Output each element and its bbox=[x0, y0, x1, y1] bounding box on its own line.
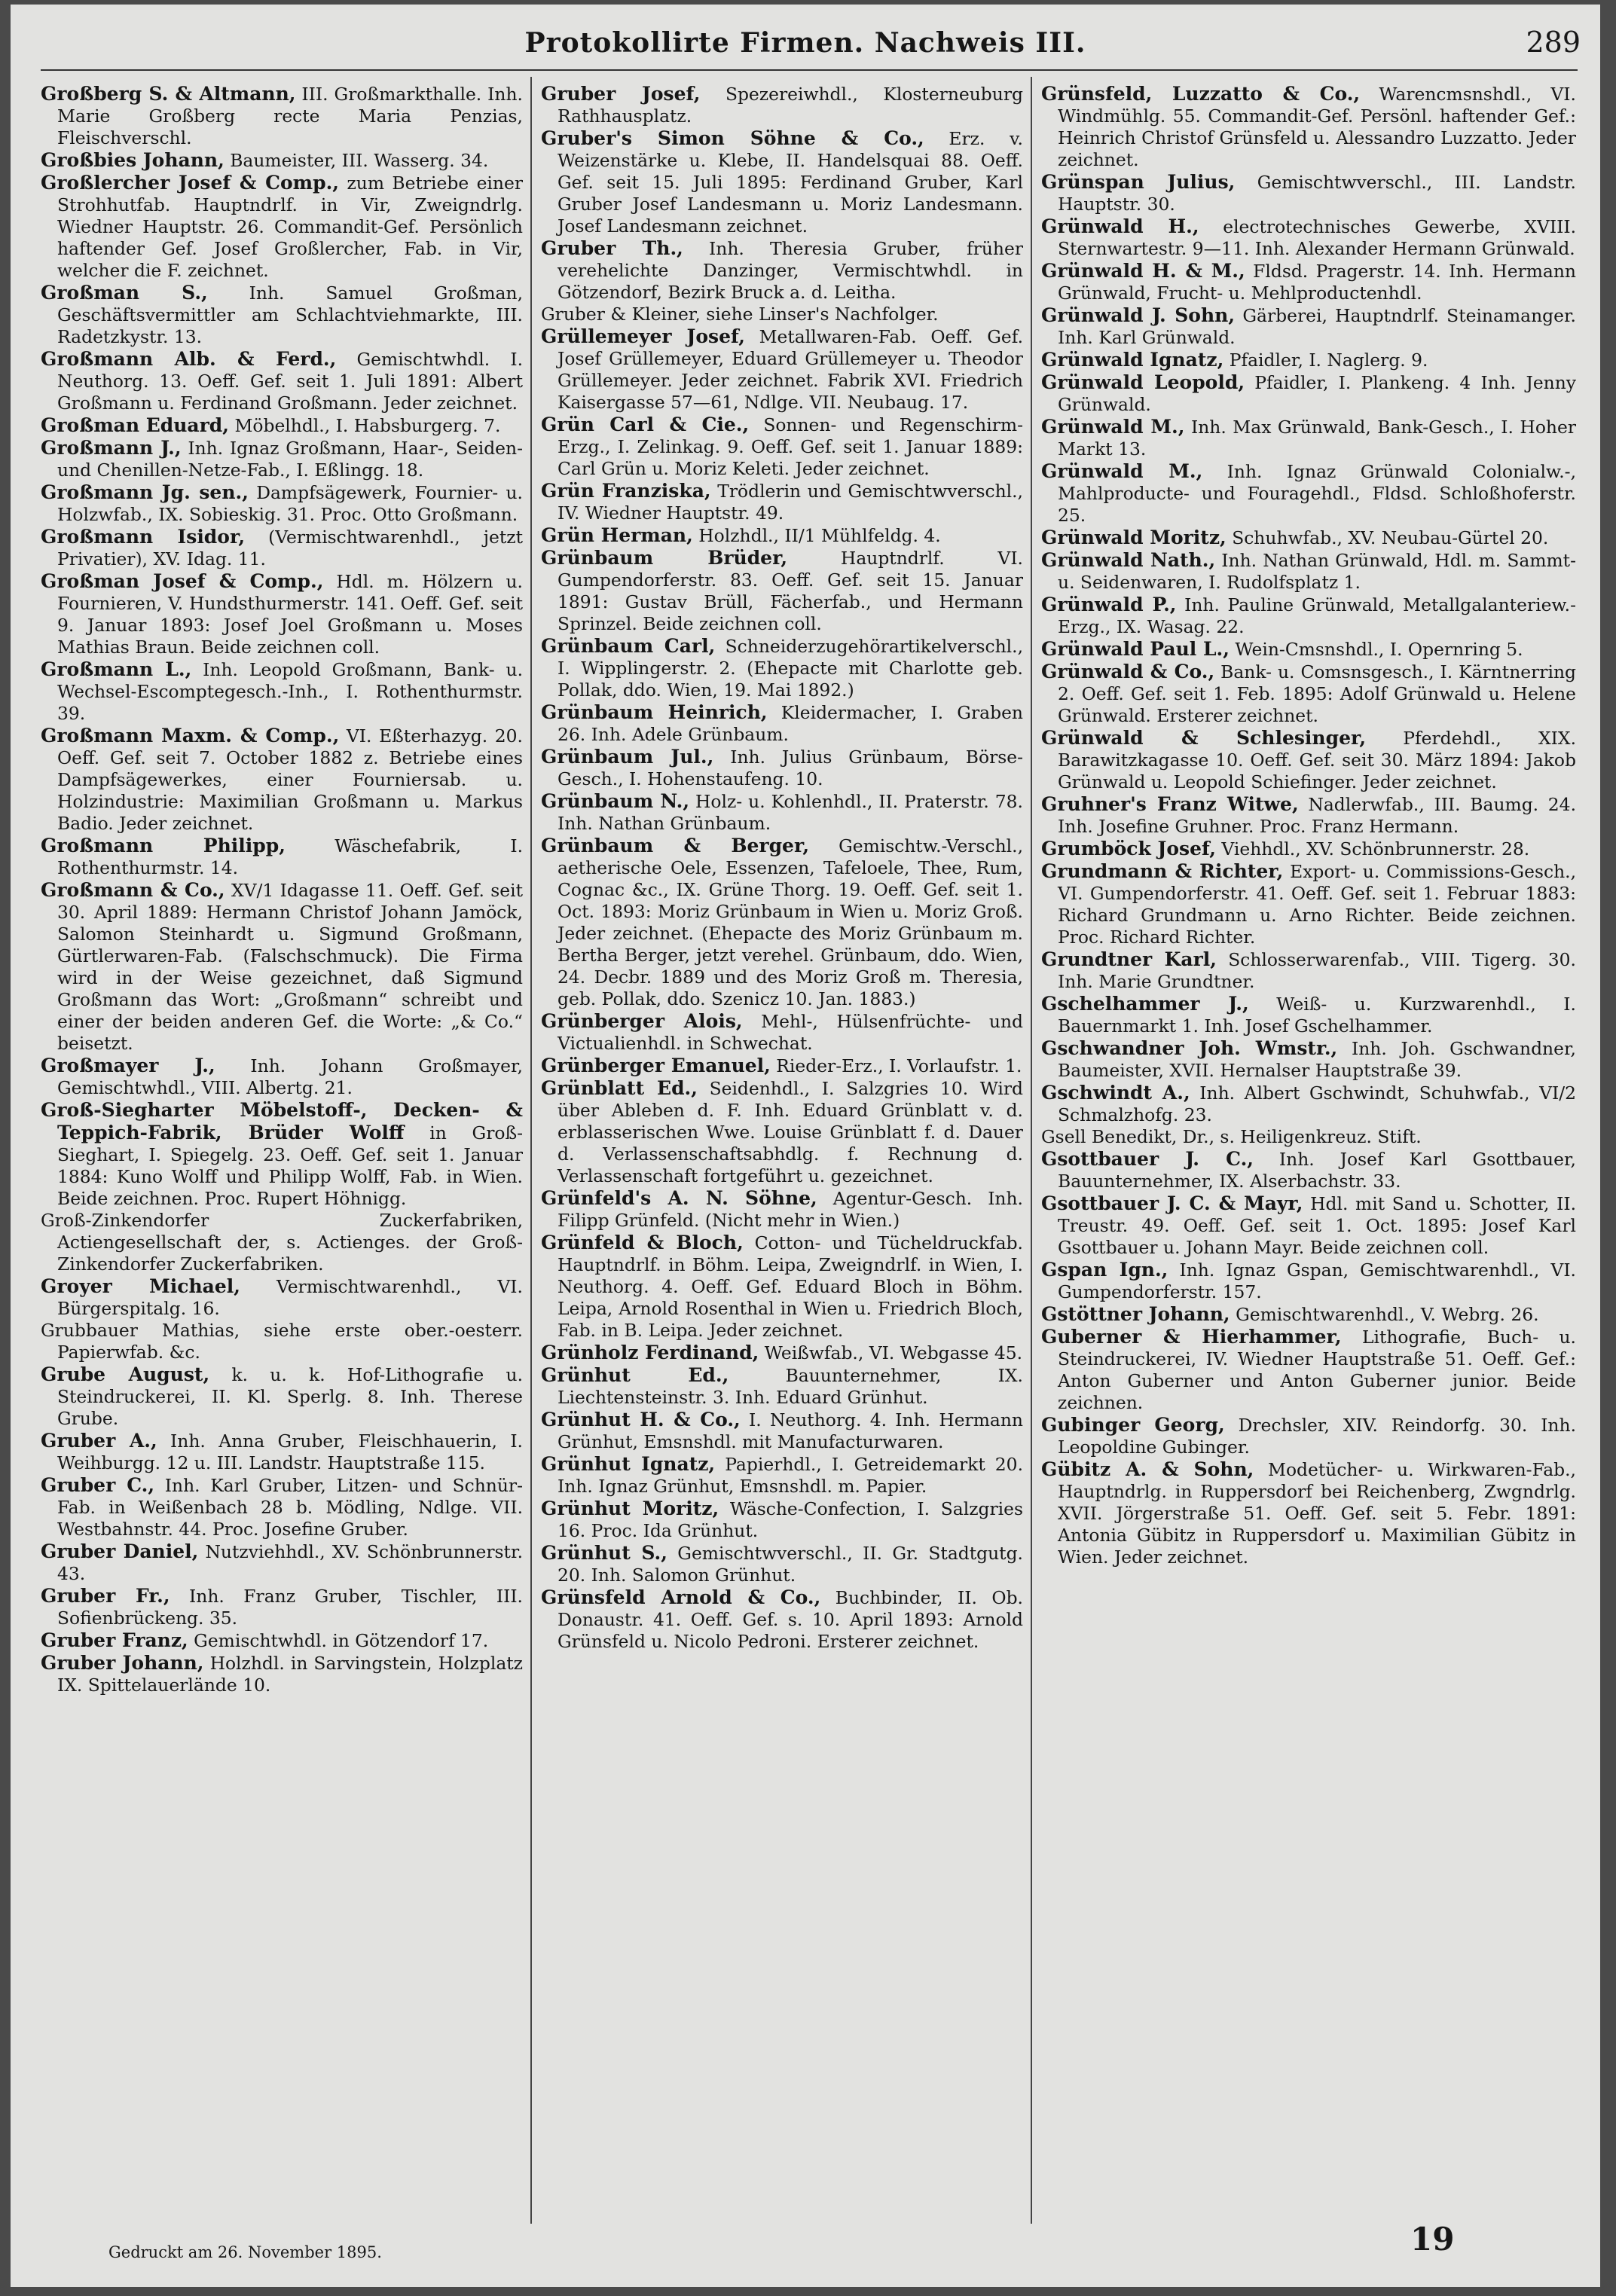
firm-entry bbox=[1041, 416, 1576, 460]
entry-text: Inh. Karl Gruber, Litzen- und Schnür-Fab. in Weißenbach 28 b. Mödling, Ndlge. VII. Westbahnstr. 44. Proc. Josefine Gruber. bbox=[57, 1475, 523, 1540]
entry-text: Inh. Albert Gschwindt, Schuhwfab., VI/2 Schmalzhofg. 23. bbox=[1058, 1082, 1576, 1125]
firm-name: Grünwald P., bbox=[1041, 594, 1177, 615]
entry-text: Modetücher- u. Wirkwaren-Fab., Hauptndrlg. in Ruppersdorf bei Reichenberg, Zwgndrlg. XVII. Jörgerstraße 51. Oeff. Gef. seit 5. Febr. 1891: Antonia Gübitz in Ruppersdorf u. Maximilian Gübitz in Wien. Jeder zeichnet. bbox=[1058, 1459, 1576, 1568]
firm-entry bbox=[541, 1453, 1023, 1498]
firm-entry bbox=[541, 746, 1023, 790]
firm-name: Gsottbauer J. C. & Mayr, bbox=[1041, 1192, 1303, 1214]
firm-name: Grünhut Ignatz, bbox=[541, 1453, 716, 1475]
firm-entry bbox=[41, 1540, 523, 1585]
entry-text: Schlosserwarenfab., VIII. Tigerg. 30. Inh. Marie Grundtner. bbox=[1058, 949, 1576, 992]
firm-entry bbox=[541, 325, 1023, 414]
firm-entry bbox=[41, 526, 523, 570]
page-header bbox=[11, 5, 1600, 71]
entry-text: Inh. Theresia Gruber, früher verehelichte Danzinger, Vermischtwhdl. in Götzendorf, Bezirk Bruck a. d. Leitha. bbox=[558, 238, 1023, 303]
firm-entry bbox=[1041, 1326, 1576, 1414]
firm-entry bbox=[541, 1187, 1023, 1232]
entry-text: Spezereiwhdl., Klosterneuburg Rathhausplatz. bbox=[558, 84, 1023, 127]
entry-text: Baumeister, III. Wasserg. 34. bbox=[230, 150, 489, 171]
entry-text: Lithografie, Buch- u. Steindruckerei, IV. Wiedner Hauptstraße 51. Oeff. Gef.: Anton Guberner und Anton Guberner junior. Beide zeichnen. bbox=[1058, 1327, 1576, 1413]
firm-entry bbox=[1041, 860, 1576, 948]
entry-text: Inh. Ignaz Grünwald Colonialw.-, Mahlproducte- und Fouragehdl., Fldsd. Schloßhoferstr. 25. bbox=[1058, 461, 1576, 526]
firm-name: Gruber A., bbox=[41, 1430, 157, 1452]
firm-name: Gschelhammer J., bbox=[1041, 993, 1249, 1015]
entry-text: Hauptndrlf. VI. Gumpendorferstr. 83. Oeff. Gef. seit 15. Januar 1891: Gustav Brüll, Fächerfab., und Hermann Sprinzel. Beide zeichnen coll. bbox=[558, 548, 1023, 634]
firm-entry bbox=[1041, 1126, 1576, 1148]
firm-name: Großmann Maxm. & Comp., bbox=[41, 725, 340, 747]
entry-text: Inh. Samuel Großman, Geschäftsvermittler am Schlachtviehmarkte, III. Radetzkystr. 13. bbox=[57, 282, 523, 347]
firm-entry bbox=[541, 237, 1023, 304]
entry-text: I. Neuthorg. 4. Inh. Hermann Grünhut, Emsnshdl. mit Manufacturwaren. bbox=[558, 1409, 1023, 1452]
entry-text: Agentur-Gesch. Inh. Filipp Grünfeld. (Nicht mehr in Wien.) bbox=[558, 1188, 1023, 1231]
firm-name: Grünhut H. & Co., bbox=[541, 1409, 741, 1430]
firm-name: Gruhner's Franz Witwe, bbox=[1041, 793, 1299, 815]
firm-name: Grünspan Julius, bbox=[1041, 171, 1236, 193]
entry-text: Inh. Julius Grünbaum, Börse-Gesch., I. Hohenstaufeng. 10. bbox=[558, 747, 1023, 789]
firm-entry bbox=[41, 1210, 523, 1275]
firm-name: Grün Herman, bbox=[541, 524, 693, 546]
firm-name: Grünfeld's A. N. Söhne, bbox=[541, 1187, 817, 1209]
entry-text: k. u. k. Hof-Lithografie u. Steindruckerei, II. Kl. Sperlg. 8. Inh. Therese Grube. bbox=[57, 1364, 523, 1429]
header-rule bbox=[41, 69, 1578, 71]
directory-page bbox=[11, 5, 1600, 2287]
entry-text: Drechsler, XIV. Reindorfg. 30. Inh. Leopoldine Gubinger. bbox=[1058, 1415, 1576, 1458]
firm-entry bbox=[41, 1363, 523, 1430]
entry-text: Wäsche-Confection, I. Salzgries 16. Proc. Ida Grünhut. bbox=[558, 1498, 1023, 1541]
firm-entry bbox=[41, 1474, 523, 1540]
firm-entry bbox=[1041, 661, 1576, 727]
firm-entry bbox=[41, 83, 523, 149]
entry-text: Gärberei, Hauptndrlf. Steinamanger. Inh. Karl Grünwald. bbox=[1058, 305, 1576, 348]
firm-name: Gruber Th., bbox=[541, 237, 683, 259]
firm-name: Groß-Siegharter Möbelstoff-, Decken- & Teppich-Fabrik, Brüder Wolff bbox=[41, 1099, 523, 1143]
entry-text: Weiß- u. Kurzwarenhdl., I. Bauernmarkt 1. Inh. Josef Gschelhammer. bbox=[1058, 994, 1576, 1037]
firm-entry bbox=[1041, 1414, 1576, 1458]
firm-entry bbox=[1041, 594, 1576, 638]
firm-entry bbox=[541, 414, 1023, 480]
entry-text: Nutzviehhdl., XV. Schönbrunnerstr. 43. bbox=[57, 1541, 523, 1584]
entry-text: Kleidermacher, I. Graben 26. Inh. Adele Grünbaum. bbox=[558, 702, 1023, 745]
entry-text: Möbelhdl., I. Habsburgerg. 7. bbox=[234, 415, 501, 436]
firm-name: Großman S., bbox=[41, 282, 208, 304]
entry-text: Groß-Zinkendorfer Zuckerfabriken, Actiengesellschaft der, s. Actienges. der Groß-Zinkendorfer Zuckerfabriken. bbox=[41, 1210, 523, 1275]
entry-text: Schuhwfab., XV. Neubau-Gürtel 20. bbox=[1232, 527, 1549, 548]
entry-text: Nadlerwfab., III. Baumg. 24. Inh. Josefine Gruhner. Proc. Franz Hermann. bbox=[1058, 794, 1576, 837]
entry-text: Mehl-, Hülsenfrüchte- und Victualienhdl. in Schwechat. bbox=[558, 1011, 1023, 1054]
firm-entry bbox=[1041, 83, 1576, 171]
firm-entry bbox=[41, 437, 523, 481]
firm-name: Grünbaum Heinrich, bbox=[541, 701, 768, 723]
firm-name: Gubinger Georg, bbox=[1041, 1414, 1225, 1436]
entry-text: Pfaidler, I. Plankeng. 4 Inh. Jenny Grünwald. bbox=[1058, 372, 1576, 415]
entry-text: Sonnen- und Regenschirm-Erzg., I. Zelinkag. 9. Oeff. Gef. seit 1. Januar 1889: Carl Grün u. Moriz Keleti. Jeder zeichnet. bbox=[558, 414, 1023, 479]
firm-entry bbox=[541, 83, 1023, 127]
firm-name: Gsottbauer J. C., bbox=[1041, 1148, 1254, 1170]
entry-text: Inh. Joh. Gschwandner, Baumeister, XVII. Hernalser Hauptstraße 39. bbox=[1058, 1038, 1576, 1081]
firm-name: Großmann Isidor, bbox=[41, 526, 246, 548]
firm-entry bbox=[1041, 1148, 1576, 1192]
firm-entry bbox=[541, 835, 1023, 1010]
firm-entry bbox=[1041, 527, 1576, 549]
firm-name: Grünberger Alois, bbox=[541, 1010, 743, 1032]
entry-text: Inh. Ignaz Großmann, Haar-, Seiden- und Chenillen-Netze-Fab., I. Eßlingg. 18. bbox=[57, 438, 523, 481]
firm-entry bbox=[1041, 304, 1576, 349]
firm-name: Gschwandner Joh. Wmstr., bbox=[1041, 1037, 1338, 1059]
firm-name: Grünsfeld Arnold & Co., bbox=[541, 1586, 821, 1608]
entry-text: Export- u. Commissions-Gesch., VI. Gumpendorferstr. 41. Oeff. Gef. seit 1. Februar 1883: Richard Grundmann u. Arno Richter. Beide zeichnen. Proc. Richard Richter. bbox=[1058, 861, 1576, 948]
firm-name: Grün Carl & Cie., bbox=[541, 414, 750, 435]
firm-name: Grünbaum & Berger, bbox=[541, 835, 810, 856]
firm-name: Grünholz Ferdinand, bbox=[541, 1342, 759, 1363]
firm-name: Grube August, bbox=[41, 1363, 210, 1385]
firm-name: Grünbaum N., bbox=[541, 790, 690, 812]
firm-entry bbox=[1041, 171, 1576, 215]
firm-name: Gruber Johann, bbox=[41, 1652, 204, 1674]
entry-text: Seidenhdl., I. Salzgries 10. Wird über Ableben d. F. Inh. Eduard Grünblatt v. d. erblasserischen Wwe. Louise Grünblatt f. d. Dauer d. Verlassenschaftsabhdlg. f. Rechnung d. Verlassenschaft fortgeführt u. gezeichnet. bbox=[558, 1078, 1023, 1186]
firm-name: Großmann L., bbox=[41, 658, 192, 680]
firm-name: Grumböck Josef, bbox=[1041, 838, 1216, 859]
firm-name: Grünbaum Jul., bbox=[541, 746, 714, 768]
entry-text: Holz- u. Kohlenhdl., II. Praterstr. 78. Inh. Nathan Grünbaum. bbox=[558, 791, 1023, 834]
firm-name: Grünwald J. Sohn, bbox=[1041, 304, 1236, 326]
entry-text: Warencmsnshdl., VI. Windmühlg. 55. Commandit-Gef. Persönl. haftender Gef.: Heinrich Christof Grünsfeld u. Alessandro Luzzatto. Jeder zeichnet. bbox=[1058, 84, 1576, 170]
column-divider bbox=[530, 77, 532, 2224]
entry-text: Inh. Max Grünwald, Bank-Gesch., I. Hoher Markt 13. bbox=[1058, 417, 1576, 460]
entry-text: Bauunternehmer, IX. Liechtensteinstr. 3. Inh. Eduard Grünhut. bbox=[558, 1365, 1023, 1408]
firm-entry bbox=[541, 701, 1023, 746]
firm-entry bbox=[1041, 260, 1576, 304]
page-title: Protokollirte Firmen. Nachweis III. bbox=[524, 27, 1086, 59]
print-date: Gedruckt am 26. November 1895. bbox=[108, 2243, 382, 2261]
entry-text: Holzhdl. in Sarvingstein, Holzplatz IX. Spittelauerlände 10. bbox=[57, 1653, 523, 1696]
entry-text: Dampfsägewerk, Fournier- u. Holzwfab., IX. Sobieskig. 31. Proc. Otto Großmann. bbox=[57, 482, 523, 525]
firm-name: Grünwald & Schlesinger, bbox=[1041, 727, 1367, 749]
entry-text: Grubbauer Mathias, siehe erste ober.-oesterr. Papierwfab. &c. bbox=[41, 1320, 523, 1363]
firm-name: Grundmann & Richter, bbox=[1041, 860, 1284, 882]
firm-entry bbox=[41, 570, 523, 658]
entry-text: Vermischtwarenhdl., VI. Bürgerspitalg. 16. bbox=[57, 1276, 523, 1319]
firm-name: Großmann & Co., bbox=[41, 879, 225, 901]
firm-entry bbox=[1041, 1259, 1576, 1303]
firm-entry bbox=[41, 282, 523, 348]
entry-text: Erz. v. Weizenstärke u. Klebe, II. Handelsquai 88. Oeff. Gef. seit 15. Juli 1895: Ferdinand Gruber, Karl Gruber Josef Landesmann u. Moriz Landesmann. Josef Landesmann zeichnet. bbox=[558, 128, 1023, 237]
entry-text: Gemischtwarenhdl., V. Webrg. 26. bbox=[1236, 1304, 1539, 1325]
column-middle bbox=[541, 83, 1023, 2215]
firm-name: Grünfeld & Bloch, bbox=[541, 1232, 744, 1253]
firm-entry bbox=[41, 1430, 523, 1474]
firm-name: Großlercher Josef & Comp., bbox=[41, 172, 340, 194]
signature-mark: 19 bbox=[1410, 2221, 1455, 2258]
firm-name: Grüllemeyer Josef, bbox=[541, 325, 745, 347]
entry-text: Inh. Ignaz Gspan, Gemischtwarenhdl., VI. Gumpendorferstr. 157. bbox=[1058, 1259, 1576, 1302]
entry-text: Pferdehdl., XIX. Barawitzkagasse 10. Oeff. Gef. seit 30. März 1894: Jakob Grünwald u. Leopold Schiefinger. Jeder zeichnet. bbox=[1058, 728, 1576, 792]
entry-text: Inh. Nathan Grünwald, Hdl. m. Sammt- u. Seidenwaren, I. Rudolfsplatz 1. bbox=[1058, 550, 1576, 593]
firm-name: Großbies Johann, bbox=[41, 149, 225, 171]
firm-entry bbox=[1041, 371, 1576, 416]
firm-entry bbox=[541, 524, 1023, 547]
firm-entry bbox=[1041, 1082, 1576, 1126]
firm-entry bbox=[41, 1099, 523, 1210]
firm-name: Groyer Michael, bbox=[41, 1275, 240, 1297]
firm-entry bbox=[541, 1409, 1023, 1453]
firm-entry bbox=[41, 1585, 523, 1629]
firm-entry bbox=[541, 1055, 1023, 1077]
firm-name: Großmann Alb. & Ferd., bbox=[41, 348, 337, 370]
entry-text: Inh. Josef Karl Gsottbauer, Bauunternehmer, IX. Alserbachstr. 33. bbox=[1058, 1149, 1576, 1192]
entry-text: Wäschefabrik, I. Rothenthurmstr. 14. bbox=[57, 835, 523, 878]
firm-entry bbox=[541, 547, 1023, 635]
firm-name: Großmayer J., bbox=[41, 1055, 215, 1076]
entry-text: Gemischtwhdl. I. Neuthorg. 13. Oeff. Gef. seit 1. Juli 1891: Albert Großmann u. Ferdinand Großmann. Jeder zeichnet. bbox=[57, 349, 523, 414]
entry-text: (Vermischtwarenhdl., jetzt Privatier), XV. Idag. 11. bbox=[57, 527, 523, 569]
entry-text: Gemischtwhdl. in Götzendorf 17. bbox=[194, 1630, 489, 1651]
firm-name: Gruber Franz, bbox=[41, 1629, 188, 1651]
firm-entry bbox=[1041, 727, 1576, 793]
firm-entry bbox=[541, 1077, 1023, 1187]
entry-text: Gruber & Kleiner, siehe Linser's Nachfolger. bbox=[541, 304, 939, 325]
firm-entry bbox=[1041, 793, 1576, 838]
entry-text: XV/1 Idagasse 11. Oeff. Gef. seit 30. April 1889: Hermann Christof Johann Jamöck, Salomon Steinhardt u. Sigmund Großmann, Gürtlerwaren-Fab. (Falschschmuck). Die Firma wird in der Weise gezeichnet, daß Sigmund Großmann das Wort: „Großmann“ schreibt und einer der beiden anderen Gef. die Worte: „& Co.“ beisetzt. bbox=[57, 880, 523, 1054]
firm-entry bbox=[41, 1320, 523, 1363]
firm-entry bbox=[1041, 638, 1576, 661]
firm-entry bbox=[41, 1652, 523, 1696]
firm-name: Gruber Daniel, bbox=[41, 1540, 199, 1562]
firm-entry bbox=[541, 1542, 1023, 1586]
firm-entry bbox=[541, 1364, 1023, 1409]
firm-entry bbox=[1041, 215, 1576, 260]
entry-text: Holzhdl., II/1 Mühlfeldg. 4. bbox=[698, 525, 941, 546]
entry-text: Rieder-Erz., I. Vorlaufstr. 1. bbox=[776, 1055, 1022, 1076]
column-left bbox=[41, 83, 523, 2215]
firm-name: Grünwald M., bbox=[1041, 460, 1203, 482]
firm-name: Großmann Jg. sen., bbox=[41, 481, 249, 503]
firm-name: Gruber C., bbox=[41, 1474, 155, 1496]
firm-entry bbox=[41, 481, 523, 526]
firm-name: Grünwald M., bbox=[1041, 416, 1185, 438]
firm-name: Grünbaum Carl, bbox=[541, 635, 716, 657]
entry-text: Schneiderzugehörartikelverschl., I. Wipplingerstr. 2. (Ehepacte mit Charlotte geb. Pollak, ddo. Wien, 19. Mai 1892.) bbox=[558, 636, 1023, 701]
firm-name: Grünwald Moritz, bbox=[1041, 527, 1227, 548]
entry-text: Bank- u. Comsnsgesch., I. Kärntnerring 2. Oeff. Gef. seit 1. Feb. 1895: Adolf Grünwald u. Helene Grünwald. Ersterer zeichnet. bbox=[1058, 661, 1576, 726]
firm-entry bbox=[41, 658, 523, 725]
firm-name: Grünwald Leopold, bbox=[1041, 371, 1245, 393]
firm-name: Gschwindt A., bbox=[1041, 1082, 1190, 1104]
firm-entry bbox=[1041, 549, 1576, 594]
firm-entry bbox=[541, 1498, 1023, 1542]
firm-entry bbox=[41, 879, 523, 1055]
firm-name: Grünberger Emanuel, bbox=[541, 1055, 771, 1076]
entry-text: Inh. Johann Großmayer, Gemischtwhdl., VIII. Albertg. 21. bbox=[57, 1055, 523, 1098]
firm-name: Grünhut Moritz, bbox=[541, 1498, 719, 1519]
firm-entry bbox=[41, 725, 523, 835]
entry-text: III. Großmarkthalle. Inh. Marie Großberg recte Maria Penzias, Fleischverschl. bbox=[57, 84, 523, 148]
firm-name: Grünwald Paul L., bbox=[1041, 638, 1230, 660]
entry-text: Gemischtwverschl., III. Landstr. Hauptstr. 30. bbox=[1058, 172, 1576, 215]
firm-name: Gruber's Simon Söhne & Co., bbox=[541, 127, 924, 149]
entry-text: Hdl. m. Hölzern u. Fournieren, V. Hundsthurmerstr. 141. Oeff. Gef. seit 9. Januar 1893: Josef Joel Großmann u. Moses Mathias Braun. Beide zeichnen coll. bbox=[57, 571, 523, 658]
entry-text: Buchbinder, II. Ob. Donaustr. 41. Oeff. Gef. s. 10. April 1893: Arnold Grünsfeld u. Nicolo Pedroni. Ersterer zeichnet. bbox=[558, 1587, 1023, 1652]
firm-name: Grünhut Ed., bbox=[541, 1364, 729, 1386]
firm-name: Grünwald & Co., bbox=[1041, 661, 1215, 682]
firm-name: Großmann Philipp, bbox=[41, 835, 286, 856]
firm-name: Großman Eduard, bbox=[41, 414, 229, 436]
entry-text: electrotechnisches Gewerbe, XVIII. Sternwartestr. 9—11. Inh. Alexander Hermann Grünwald. bbox=[1058, 216, 1576, 259]
entry-text: Inh. Anna Gruber, Fleischhauerin, I. Weihburgg. 12 u. III. Landstr. Hauptstraße 115. bbox=[57, 1430, 523, 1473]
firm-name: Großmann J., bbox=[41, 437, 182, 459]
column-divider bbox=[1031, 77, 1032, 2224]
firm-name: Großman Josef & Comp., bbox=[41, 570, 324, 592]
entry-text: Trödlerin und Gemischtwverschl., IV. Wiedner Hauptstr. 49. bbox=[558, 481, 1023, 524]
firm-entry bbox=[541, 1586, 1023, 1653]
firm-name: Grundtner Karl, bbox=[1041, 948, 1217, 970]
firm-entry bbox=[41, 1629, 523, 1652]
firm-entry bbox=[1041, 349, 1576, 371]
firm-entry bbox=[41, 1055, 523, 1099]
firm-entry bbox=[1041, 460, 1576, 527]
firm-name: Gspan Ign., bbox=[1041, 1259, 1168, 1281]
firm-entry bbox=[541, 127, 1023, 237]
entry-text: Gemischtw.-Verschl., aetherische Oele, Essenzen, Tafeloele, Thee, Rum, Cognac &c., IX. Grüne Thorg. 19. Oeff. Gef. seit 1. Oct. 1893: Moriz Grünbaum in Wien u. Moriz Groß. Jeder zeichnet. (Ehepacte des Moriz Grünbaum m. Bertha Berger, jetzt verehel. Grünbaum, ddo. Wien, 24. Decbr. 1889 und des Moriz Groß m. Theresia, geb. Pollak, ddo. Szenicz 10. Jan. 1883.) bbox=[558, 835, 1023, 1009]
firm-entry bbox=[541, 1232, 1023, 1342]
firm-name: Grünhut S., bbox=[541, 1542, 667, 1564]
firm-entry bbox=[1041, 1037, 1576, 1082]
firm-name: Grün Franziska, bbox=[541, 480, 711, 502]
firm-name: Grünwald H. & M., bbox=[1041, 260, 1245, 282]
firm-entry bbox=[1041, 993, 1576, 1037]
firm-entry bbox=[41, 414, 523, 437]
entry-text: Inh. Pauline Grünwald, Metallgalanteriew.-Erzg., IX. Wasag. 22. bbox=[1058, 594, 1576, 637]
firm-entry bbox=[1041, 1458, 1576, 1568]
entry-text: Inh. Leopold Großmann, Bank- u. Wechsel-Escomptegesch.-Inh., I. Rothenthurmstr. 39. bbox=[57, 659, 523, 724]
firm-name: Grünbaum Brüder, bbox=[541, 547, 788, 569]
firm-entry bbox=[541, 1342, 1023, 1364]
firm-name: Grünsfeld, Luzzatto & Co., bbox=[1041, 83, 1361, 105]
entry-text: Papierhdl., I. Getreidemarkt 20. Inh. Ignaz Grünhut, Emsnshdl. m. Papier. bbox=[558, 1454, 1023, 1497]
firm-entry bbox=[41, 149, 523, 172]
entry-text: VI. Eßterhazyg. 20. Oeff. Gef. seit 7. October 1882 z. Betriebe eines Dampfsägewerkes, einer Fourniersab. u. Holzindustrie: Maximilian Großmann u. Markus Badio. Jeder zeichnet. bbox=[57, 725, 523, 834]
firm-entry bbox=[541, 304, 1023, 325]
firm-name: Grünblatt Ed., bbox=[541, 1077, 698, 1099]
firm-name: Gübitz A. & Sohn, bbox=[1041, 1458, 1254, 1480]
firm-entry bbox=[541, 790, 1023, 835]
entry-text: Viehhdl., XV. Schönbrunnerstr. 28. bbox=[1221, 838, 1530, 859]
entry-text: zum Betriebe einer Strohhutfab. Hauptndrlf. in Vir, Zweigndrlg. Wiedner Hauptstr. 26. Commandit-Gef. Persönlich haftender Gef. Josef Großlercher, Fab. in Vir, welcher die F. zeichnet. bbox=[57, 173, 523, 281]
firm-entry bbox=[41, 1275, 523, 1320]
firm-entry bbox=[41, 348, 523, 414]
entry-text: Inh. Franz Gruber, Tischler, III. Sofienbrückeng. 35. bbox=[57, 1586, 523, 1629]
firm-name: Großberg S. & Altmann, bbox=[41, 83, 296, 105]
firm-name: Gstöttner Johann, bbox=[1041, 1303, 1230, 1325]
firm-entry bbox=[541, 1010, 1023, 1055]
page-number: 289 bbox=[1526, 26, 1581, 59]
column-right bbox=[1041, 83, 1576, 2215]
entry-text: Gsell Benedikt, Dr., s. Heiligenkreuz. Stift. bbox=[1041, 1126, 1422, 1147]
entry-text: Hdl. mit Sand u. Schotter, II. Treustr. 49. Oeff. Gef. seit 1. Oct. 1895: Josef Karl Gsottbauer u. Johann Mayr. Beide zeichnen coll. bbox=[1058, 1193, 1576, 1258]
firm-entry bbox=[41, 172, 523, 282]
entry-text: Gemischtwverschl., II. Gr. Stadtgutg. 20. Inh. Salomon Grünhut. bbox=[558, 1543, 1023, 1586]
firm-name: Guberner & Hierhammer, bbox=[1041, 1326, 1342, 1348]
firm-name: Gruber Josef, bbox=[541, 83, 701, 105]
firm-entry bbox=[541, 480, 1023, 524]
entry-text: in Groß-Sieghart, I. Spiegelg. 23. Oeff. Gef. seit 1. Januar 1884: Kuno Wolff und Philipp Wolff, Fab. in Wien. Beide zeichnen. Proc. Rupert Höhnigg. bbox=[57, 1122, 523, 1209]
firm-name: Grünwald Nath., bbox=[1041, 549, 1216, 571]
firm-entry bbox=[41, 835, 523, 879]
firm-entry bbox=[1041, 1303, 1576, 1326]
entry-text: Weißwfab., VI. Webgasse 45. bbox=[764, 1342, 1023, 1363]
entry-text: Cotton- und Tücheldruckfab. Hauptndrlf. in Böhm. Leipa, Zweigndrlf. in Wien, I. Neuthorg. 4. Oeff. Gef. Eduard Bloch in Böhm. Leipa, Arnold Rosenthal in Wien u. Friedrich Bloch, Fab. in B. Leipa. Jeder zeichnet. bbox=[558, 1232, 1023, 1341]
firm-name: Grünwald H., bbox=[1041, 215, 1199, 237]
entry-text: Metallwaren-Fab. Oeff. Gef. Josef Grüllemeyer, Eduard Grüllemeyer u. Theodor Grüllemeyer. Jeder zeichnet. Fabrik XVI. Friedrich Kaisergasse 57—61, Ndlge. VII. Neubaug. 17. bbox=[558, 326, 1023, 413]
firm-name: Grünwald Ignatz, bbox=[1041, 349, 1224, 371]
firm-entry bbox=[1041, 948, 1576, 993]
firm-entry bbox=[1041, 1192, 1576, 1259]
entry-text: Pfaidler, I. Naglerg. 9. bbox=[1229, 350, 1428, 371]
firm-name: Gruber Fr., bbox=[41, 1585, 170, 1607]
firm-entry bbox=[541, 635, 1023, 701]
firm-entry bbox=[1041, 838, 1576, 860]
entry-text: Wein-Cmsnshdl., I. Opernring 5. bbox=[1235, 639, 1523, 660]
entry-text: Fldsd. Pragerstr. 14. Inh. Hermann Grünwald, Frucht- u. Mehlproductenhdl. bbox=[1058, 261, 1576, 304]
